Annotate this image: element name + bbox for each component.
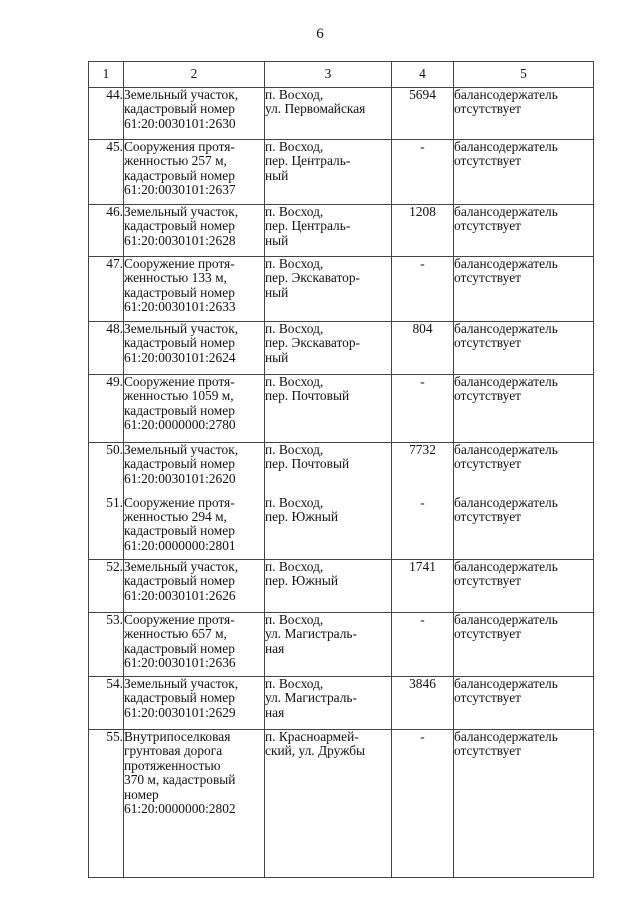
cell-text-line: балансодержатель — [454, 374, 558, 389]
cell-text-line: женностью 257 м, — [124, 153, 227, 169]
cell-text-line: ный — [265, 349, 289, 365]
cell-text-line: грунтовая дорога — [124, 743, 223, 759]
address-cell — [265, 613, 392, 677]
holder-cell — [454, 613, 594, 677]
cell-text-line: женностью 1059 м, — [124, 388, 234, 404]
cell-text-line: балансодержатель — [454, 612, 558, 627]
object-name-cell — [124, 613, 265, 677]
cell-text-line: номер — [124, 786, 159, 802]
column-number-header-row — [89, 62, 594, 88]
object-name-cell — [124, 443, 265, 496]
area-cell: - — [392, 730, 454, 878]
cell-text-line: Сооружение протя- — [124, 494, 235, 510]
cell-text-line: 61:20:0030101:2620 — [124, 470, 236, 486]
cell-text-line: Внутрипоселковая — [124, 729, 231, 744]
cell-text-line: отсутствует — [454, 270, 521, 286]
cell-text-line: Земельный участок, — [124, 676, 239, 691]
object-name-cell — [124, 375, 265, 443]
address-cell — [265, 205, 392, 257]
table-row — [89, 322, 594, 375]
cell-text-line: женностью 294 м, — [124, 508, 227, 524]
area-cell: 1741 — [392, 560, 454, 613]
holder-cell — [454, 322, 594, 375]
object-name-cell — [124, 140, 265, 205]
cell-text-line: п. Красноармей- — [265, 729, 359, 744]
row-number-cell: 46. — [89, 205, 124, 257]
holder-cell — [454, 205, 594, 257]
cell-text-line: п. Восход, — [265, 559, 324, 574]
cell-text-line: балансодержатель — [454, 321, 558, 336]
cell-text-line: Земельный участок, — [124, 442, 239, 457]
row-number-cell: 44. — [89, 88, 124, 140]
cell-text-line: кадастровый номер — [124, 402, 235, 418]
cell-text-line: отсутствует — [454, 626, 521, 642]
cell-text-line: Сооружения протя- — [124, 139, 235, 154]
cell-text-line: балансодержатель — [454, 256, 558, 271]
cell-text-line: п. Восход, — [265, 204, 324, 219]
cell-text-line: п. Восход, — [265, 374, 324, 389]
cell-text-line: п. Восход, — [265, 139, 324, 154]
cell-text-line: отсутствует — [454, 218, 521, 234]
holder-cell — [454, 443, 594, 496]
cell-text-line: ный — [265, 232, 289, 248]
cell-text-line: пер. Почтовый — [265, 456, 350, 472]
cell-text-line: 61:20:0030101:2626 — [124, 587, 236, 603]
row-number-cell: 55. — [89, 730, 124, 878]
address-cell — [265, 443, 392, 496]
cell-text-line: ный — [265, 167, 289, 183]
cell-text-line: кадастровый номер — [124, 167, 235, 183]
cell-text-line: п. Восход, — [265, 676, 324, 691]
cell-text-line: балансодержатель — [454, 676, 558, 691]
table-row — [89, 443, 594, 496]
column-header: 5 — [454, 62, 594, 88]
cell-text-line: Сооружение протя- — [124, 256, 235, 271]
row-number-cell: 51. — [89, 496, 124, 560]
cell-text-line: кадастровый номер — [124, 456, 235, 472]
address-cell — [265, 322, 392, 375]
cell-text-line: ная — [265, 704, 285, 720]
object-name-cell — [124, 730, 265, 878]
area-cell: - — [392, 140, 454, 205]
cell-text-line: отсутствует — [454, 690, 521, 706]
cell-text-line: 370 м, кадастровый — [124, 772, 236, 788]
cell-text-line: 61:20:0000000:2780 — [124, 417, 236, 433]
table-row — [89, 140, 594, 205]
page-number: 6 — [316, 26, 324, 42]
cell-text-line: балансодержатель — [454, 559, 558, 574]
cell-text-line: 61:20:0030101:2637 — [124, 182, 236, 198]
row-number-cell: 45. — [89, 140, 124, 205]
address-cell — [265, 375, 392, 443]
cell-text-line: балансодержатель — [454, 442, 558, 457]
cell-text-line: 61:20:0030101:2629 — [124, 704, 236, 720]
cell-text-line: ул. Магистраль- — [265, 690, 357, 706]
cell-text-line: кадастровый номер — [124, 284, 235, 300]
area-cell: - — [392, 375, 454, 443]
cell-text-line: 61:20:0030101:2633 — [124, 299, 236, 315]
area-cell: 5694 — [392, 88, 454, 140]
row-number-cell: 47. — [89, 257, 124, 322]
column-header: 1 — [89, 62, 124, 88]
cell-text-line: ул. Первомайская — [265, 101, 366, 117]
cell-text-line: кадастровый номер — [124, 573, 235, 589]
table-row — [89, 613, 594, 677]
object-name-cell — [124, 205, 265, 257]
holder-cell — [454, 677, 594, 730]
cell-text-line: Земельный участок, — [124, 204, 239, 219]
cell-text-line: отсутствует — [454, 335, 521, 351]
cell-text-line: кадастровый номер — [124, 218, 235, 234]
cell-text-line: пер. Южный — [265, 573, 339, 589]
cell-text-line: пер. Централь- — [265, 218, 351, 234]
cell-text-line: балансодержатель — [454, 729, 558, 744]
cell-text-line: кадастровый номер — [124, 690, 235, 706]
cell-text-line: пер. Экскаватор- — [265, 270, 360, 286]
cell-text-line: п. Восход, — [265, 442, 324, 457]
table-row — [89, 730, 594, 878]
cell-text-line: 61:20:0000000:2801 — [124, 537, 236, 553]
holder-cell — [454, 88, 594, 140]
row-number-cell: 54. — [89, 677, 124, 730]
table-row — [89, 257, 594, 322]
object-name-cell — [124, 677, 265, 730]
cell-text-line: отсутствует — [454, 101, 521, 117]
object-name-cell — [124, 257, 265, 322]
table-row — [89, 205, 594, 257]
table-body — [89, 88, 594, 878]
cell-text-line: балансодержатель — [454, 494, 558, 510]
address-cell — [265, 560, 392, 613]
address-cell — [265, 677, 392, 730]
cell-text-line: кадастровый номер — [124, 101, 235, 117]
cell-text-line: ный — [265, 284, 289, 300]
cell-text-line: Сооружение протя- — [124, 374, 235, 389]
area-cell: - — [392, 257, 454, 322]
area-cell: 1208 — [392, 205, 454, 257]
cell-text-line: 61:20:0030101:2624 — [124, 349, 236, 365]
row-number-cell: 52. — [89, 560, 124, 613]
cell-text-line: кадастровый номер — [124, 523, 235, 539]
table-row — [89, 560, 594, 613]
object-name-cell — [124, 88, 265, 140]
area-cell: - — [392, 613, 454, 677]
table-row — [89, 677, 594, 730]
cell-text-line: пер. Почтовый — [265, 388, 350, 404]
cell-text-line: 61:20:0000000:2802 — [124, 801, 236, 817]
table-row — [89, 88, 594, 140]
cell-text-line: отсутствует — [454, 388, 521, 404]
column-header: 2 — [124, 62, 265, 88]
cell-text-line: протяженностью — [124, 757, 221, 773]
cell-text-line: женностью 657 м, — [124, 626, 227, 642]
holder-cell — [454, 560, 594, 613]
cell-text-line: отсутствует — [454, 456, 521, 472]
cell-text-line: 61:20:0030101:2636 — [124, 655, 236, 671]
cell-text-line: пер. Централь- — [265, 153, 351, 169]
cell-text-line: п. Восход, — [265, 256, 324, 271]
area-cell: 3846 — [392, 677, 454, 730]
holder-cell — [454, 730, 594, 878]
cell-text-line: Земельный участок, — [124, 559, 239, 574]
cell-text-line: ский, ул. Дружбы — [265, 743, 366, 759]
area-cell: 7732 — [392, 443, 454, 496]
row-number-cell: 53. — [89, 613, 124, 677]
object-name-cell — [124, 322, 265, 375]
cell-text-line: п. Восход, — [265, 321, 324, 336]
cell-text-line: Сооружение протя- — [124, 612, 235, 627]
cell-text-line: отсутствует — [454, 508, 521, 524]
cell-text-line: п. Восход, — [265, 87, 324, 102]
cell-text-line: пер. Южный — [265, 508, 339, 524]
cell-text-line: п. Восход, — [265, 494, 324, 510]
cell-text-line: Земельный участок, — [124, 321, 239, 336]
holder-cell — [454, 140, 594, 205]
object-name-cell — [124, 560, 265, 613]
holder-cell — [454, 257, 594, 322]
cell-text-line: ул. Магистраль- — [265, 626, 357, 642]
object-name-cell — [124, 496, 265, 560]
cell-text-line: балансодержатель — [454, 87, 558, 102]
holder-cell — [454, 375, 594, 443]
address-cell — [265, 140, 392, 205]
column-header: 4 — [392, 62, 454, 88]
cell-text-line: отсутствует — [454, 573, 521, 589]
column-header: 3 — [265, 62, 392, 88]
holder-cell — [454, 496, 594, 560]
cell-text-line: балансодержатель — [454, 139, 558, 154]
area-cell: 804 — [392, 322, 454, 375]
cell-text-line: ная — [265, 640, 285, 656]
cell-text-line: пер. Экскаватор- — [265, 335, 360, 351]
property-registry-table — [88, 61, 594, 878]
table-row — [89, 375, 594, 443]
table-row — [89, 496, 594, 560]
row-number-cell: 50. — [89, 443, 124, 496]
address-cell — [265, 730, 392, 878]
cell-text-line: отсутствует — [454, 153, 521, 169]
cell-text-line: отсутствует — [454, 743, 521, 759]
cell-text-line: кадастровый номер — [124, 640, 235, 656]
cell-text-line: 61:20:0030101:2628 — [124, 232, 236, 248]
row-number-cell: 48. — [89, 322, 124, 375]
cell-text-line: балансодержатель — [454, 204, 558, 219]
cell-text-line: кадастровый номер — [124, 335, 235, 351]
cell-text-line: Земельный участок, — [124, 87, 239, 102]
row-number-cell: 49. — [89, 375, 124, 443]
cell-text-line: женностью 133 м, — [124, 270, 227, 286]
cell-text-line: п. Восход, — [265, 612, 324, 627]
address-cell — [265, 496, 392, 560]
address-cell — [265, 257, 392, 322]
address-cell — [265, 88, 392, 140]
area-cell: - — [392, 496, 454, 560]
cell-text-line: 61:20:0030101:2630 — [124, 115, 236, 131]
